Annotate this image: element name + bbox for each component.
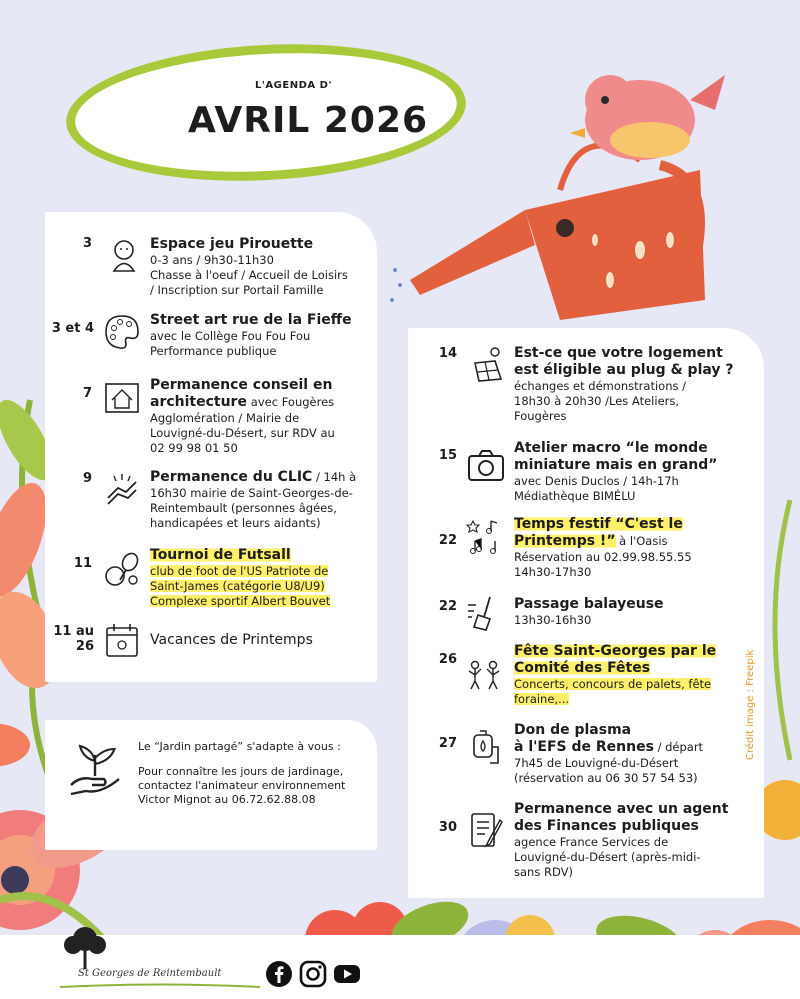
town-logo-text: St Georges de Reintembault	[78, 968, 222, 979]
garden-text	[138, 740, 368, 818]
event-detail: Reintembault (personnes âgées,	[150, 501, 337, 515]
event-detail: (réservation au 06 30 57 54 53)	[514, 771, 698, 785]
logo-underline	[60, 982, 260, 992]
document-icon	[466, 810, 506, 850]
event-day-line: 11 au	[53, 624, 94, 639]
event-day: 15	[438, 448, 457, 463]
event-detail: à l'Oasis	[615, 534, 668, 548]
event-title: Espace jeu Pirouette	[150, 236, 314, 252]
event-day: 3 et 4	[51, 321, 94, 336]
event-detail: 02 99 98 01 50	[150, 441, 238, 455]
event-title: Permanence du CLIC	[150, 469, 313, 485]
event-title: Permanence conseil en	[150, 377, 333, 393]
event-detail: 18h30 à 20h30 /Les Ateliers,	[514, 394, 680, 408]
party-icon	[465, 651, 505, 691]
event-detail: avec le Collège Fou Fou Fou	[150, 329, 311, 343]
event-day: 3	[82, 236, 92, 251]
camera-icon	[466, 446, 506, 486]
event-day: 26	[438, 652, 457, 667]
event-day: 22	[438, 533, 457, 548]
garden-contact: Pour connaître les jours de jardinage, contactez l'animateur environnement Victor Mignot au 06.72.62.88.08	[138, 765, 346, 806]
event-title: Don de plasma	[514, 722, 632, 738]
event-title: Tournoi de Futsall	[150, 547, 291, 563]
tree-logo	[60, 925, 110, 970]
event-detail: Médiathèque BIMÉLU	[514, 489, 636, 503]
event-title: architecture	[150, 394, 247, 410]
event-title: Est-ce que votre logement	[514, 345, 723, 361]
event-title: Vacances de Printemps	[150, 632, 313, 648]
event-title: Permanence avec un agent	[514, 801, 729, 817]
event-title: est éligible au plug & play ?	[514, 362, 734, 378]
image-credit: Crédit image : Freepik	[745, 649, 756, 760]
sports-icon	[102, 550, 142, 590]
event-detail: échanges et démonstrations /	[514, 379, 687, 393]
event-day: 11	[73, 556, 92, 571]
event-detail: 13h30-16h30	[514, 613, 592, 627]
plant-in-hand-icon	[65, 740, 125, 800]
event-title: Atelier macro “le monde	[514, 440, 708, 456]
event-detail: Concerts, concours de palets, fête	[514, 677, 712, 691]
event-detail: Fougères	[514, 409, 567, 423]
instagram-icon[interactable]	[299, 960, 327, 988]
music-notes-icon	[465, 517, 505, 557]
event-title: miniature mais en grand”	[514, 457, 718, 473]
event-detail: / Inscription sur Portail Famille	[150, 283, 324, 297]
event-detail: avec Fougères	[250, 395, 335, 409]
event-title: Comité des Fêtes	[514, 660, 651, 676]
blood-bag-icon	[466, 727, 506, 767]
event-day: 7	[82, 386, 92, 401]
event-detail: / 14h à	[312, 470, 357, 484]
event-detail: Saint-James (catégorie U8/U9)	[150, 579, 325, 593]
event-detail: Performance publique	[150, 344, 277, 358]
event-detail: foraine,...	[514, 692, 570, 706]
event-day: 9	[82, 471, 92, 486]
event-day: 14	[438, 346, 457, 361]
event-title: à l'EFS de Rennes	[514, 739, 654, 755]
event-detail: Agglomération / Mairie de	[150, 411, 300, 425]
event-detail: club de foot de l'US Patriote de	[150, 564, 329, 578]
garden-intro: Le “Jardin partagé” s'adapte à vous :	[138, 740, 341, 753]
event-day	[48, 624, 94, 654]
event-title: Temps festif “C'est le	[514, 516, 683, 532]
blueprint-icon	[102, 378, 142, 418]
youtube-icon[interactable]	[333, 960, 361, 988]
event-detail: Louvigné-du-Désert (après-midi-	[514, 850, 701, 864]
baby-icon	[104, 236, 144, 276]
event-detail: Complexe sportif Albert Bouvet	[150, 594, 331, 608]
event-detail: sans RDV)	[514, 865, 573, 879]
event-detail: avec Denis Duclos	[514, 474, 620, 488]
facebook-icon[interactable]	[265, 960, 293, 988]
event-detail: / départ	[653, 740, 704, 754]
broom-icon	[466, 593, 506, 633]
event-detail: Louvigné-du-Désert, sur RDV au	[150, 426, 335, 440]
event-detail: Chasse à l'oeuf / Accueil de Loisirs	[150, 268, 348, 282]
agenda-subtitle: L'AGENDA D'	[255, 80, 332, 91]
event-detail: / 14h-17h	[619, 474, 679, 488]
calendar-icon	[102, 620, 142, 660]
event-title: Street art rue de la Fieffe	[150, 312, 352, 328]
event-day: 27	[438, 736, 457, 751]
event-day: 22	[438, 599, 457, 614]
event-title: des Finances publiques	[514, 818, 699, 834]
event-title: Fête Saint-Georges par le	[514, 643, 717, 659]
solar-panel-icon	[467, 345, 507, 385]
event-detail: agence France Services de	[514, 835, 669, 849]
event-detail: 14h30-17h30	[514, 565, 592, 579]
event-detail: 0-3 ans / 9h30-11h30	[150, 253, 274, 267]
event-detail: 7h45 de Louvigné-du-Désert	[514, 756, 679, 770]
event-detail: Réservation au 02.99.98.55.55	[514, 550, 692, 564]
palette-icon	[102, 312, 142, 352]
event-title: Passage balayeuse	[514, 596, 664, 612]
event-detail: 16h30 mairie de Saint-Georges-de-	[150, 486, 353, 500]
event-detail: handicapées et leurs aidants)	[150, 516, 321, 530]
page-title: AVRIL 2026	[188, 100, 429, 141]
event-day-line: 26	[75, 639, 94, 654]
event-title: Printemps !”	[514, 533, 616, 549]
event-day: 30	[438, 820, 457, 835]
hands-icon	[102, 470, 142, 510]
